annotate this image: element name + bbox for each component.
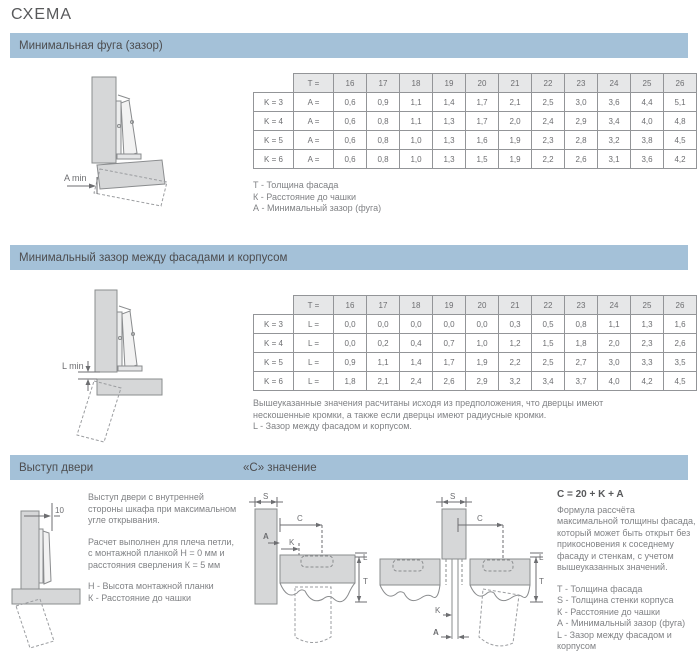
right-door-cross-section	[470, 559, 530, 585]
value-cell: 1,3	[433, 150, 466, 169]
value-cell: 2,7	[565, 353, 598, 372]
value-cell: 1,9	[499, 150, 532, 169]
value-cell: 0,6	[334, 131, 367, 150]
col-header: 16	[334, 296, 367, 315]
text-line: А - Минимальный зазор (фуга)	[253, 203, 382, 213]
value-cell: 0,2	[367, 334, 400, 353]
value-cell: 2,6	[433, 372, 466, 391]
row-label: L =	[294, 372, 334, 391]
value-cell: 1,0	[400, 150, 433, 169]
value-cell: 1,1	[598, 315, 631, 334]
value-cell: 3,2	[499, 372, 532, 391]
cabinet-side-panel	[95, 290, 117, 372]
value-cell: 0,8	[367, 112, 400, 131]
value-cell: 3,2	[598, 131, 631, 150]
value-cell: 0,8	[565, 315, 598, 334]
col-header: 19	[433, 74, 466, 93]
col-header: 23	[565, 296, 598, 315]
legend-c-value	[557, 584, 697, 653]
value-cell: 1,9	[499, 131, 532, 150]
side-wall-panel	[255, 509, 277, 604]
value-cell: 2,9	[466, 372, 499, 391]
data-row	[254, 315, 697, 334]
value-cell: 0,5	[532, 315, 565, 334]
dim-label-t: T	[363, 577, 368, 586]
door-panel	[97, 379, 162, 395]
value-cell: 3,7	[565, 372, 598, 391]
table-facade-gap	[253, 295, 697, 391]
value-cell: 2,6	[565, 150, 598, 169]
c-description: Формула рассчёта максимальной толщины фасада, который может быть открыт без прикосновения к соседнему фасаду и стенкам, с учетом вышеуказанных значений.	[557, 504, 696, 572]
text-line: К - Расстояние до чашки	[557, 606, 660, 617]
door-ghost-outline	[295, 587, 331, 643]
cabinet-side-panel	[21, 511, 39, 589]
dim-label-k: K	[289, 538, 295, 547]
value-cell: 0,7	[433, 334, 466, 353]
value-cell: 1,2	[499, 334, 532, 353]
hinge-mount-plate	[117, 312, 122, 368]
value-cell: 3,4	[532, 372, 565, 391]
col-header: 22	[532, 74, 565, 93]
value-cell: 0,6	[334, 112, 367, 131]
value-cell: 4,8	[664, 112, 697, 131]
paragraph: Расчет выполнен для плеча петли, с монтажной планкой Н = 0 мм и расстояния сверления К = 5 мм	[88, 536, 234, 570]
value-cell: 1,9	[466, 353, 499, 372]
value-cell: 1,1	[400, 93, 433, 112]
value-cell: 2,2	[499, 353, 532, 372]
left-door-cross-section	[380, 559, 440, 585]
value-cell: 2,3	[631, 334, 664, 353]
value-cell: 1,3	[433, 112, 466, 131]
data-row	[254, 112, 697, 131]
corner-spacer	[254, 296, 294, 315]
section-header-facade-gap	[10, 245, 688, 270]
value-cell: 3,1	[598, 150, 631, 169]
cabinet-side-panel	[92, 77, 116, 163]
legend-min-gap	[253, 180, 381, 215]
row-header: K = 5	[254, 353, 294, 372]
value-cell: 1,1	[400, 112, 433, 131]
col-header: 21	[499, 74, 532, 93]
text-line: Т - Толщина фасада	[253, 180, 339, 190]
row-label: A =	[294, 131, 334, 150]
dim-label-s: S	[263, 492, 269, 501]
c-value-text	[557, 489, 697, 653]
section-header-bottom	[10, 455, 688, 480]
door-ghost-outline	[479, 589, 519, 646]
value-cell: 4,0	[598, 372, 631, 391]
dim-label-l-min: L min	[62, 361, 84, 371]
dim-label-c: C	[477, 514, 483, 523]
text-line: К - Расстояние до чашки	[253, 191, 356, 202]
col-header: 21	[499, 296, 532, 315]
value-cell: 0,3	[499, 315, 532, 334]
value-cell: 1,1	[367, 353, 400, 372]
molding-profile	[470, 585, 530, 601]
value-cell: 0,8	[367, 150, 400, 169]
value-cell: 3,8	[631, 131, 664, 150]
col-header: 17	[367, 296, 400, 315]
value-cell: 2,4	[532, 112, 565, 131]
c-diagram-middle-mount	[380, 509, 530, 646]
header-row	[254, 74, 697, 93]
value-cell: 1,6	[466, 131, 499, 150]
value-cell: 4,2	[631, 372, 664, 391]
value-cell: 0,0	[367, 315, 400, 334]
value-cell: 3,3	[631, 353, 664, 372]
hinge-mount-plate	[116, 101, 121, 157]
dim-label-l: L	[363, 553, 368, 562]
diagram-min-gap-hinge	[20, 64, 220, 230]
value-cell: 1,7	[433, 353, 466, 372]
data-row	[254, 93, 697, 112]
section-title: Минимальный зазор между фасадами и корпусом	[19, 251, 288, 264]
value-cell: 2,2	[532, 150, 565, 169]
value-cell: 0,9	[334, 353, 367, 372]
dim-label-c: C	[297, 514, 303, 523]
middle-wall-panel	[442, 509, 466, 559]
hinge-arm	[122, 311, 137, 369]
value-cell: 1,5	[466, 150, 499, 169]
door-protrusion-text	[88, 492, 238, 604]
text-line: Н - Высота монтажной планки	[88, 581, 214, 591]
col-header: 22	[532, 296, 565, 315]
value-cell: 2,8	[565, 131, 598, 150]
door-cross-section	[280, 555, 355, 583]
value-cell: 1,0	[400, 131, 433, 150]
value-cell: 0,9	[367, 93, 400, 112]
value-cell: 1,8	[565, 334, 598, 353]
data-row	[254, 131, 697, 150]
section-title-door-protrusion: Выступ двери	[19, 461, 94, 474]
value-cell: 4,5	[664, 131, 697, 150]
col-header: 18	[400, 74, 433, 93]
section-title-c-value: «С» значение	[243, 461, 317, 474]
value-cell: 0,6	[334, 93, 367, 112]
value-cell: 1,3	[433, 131, 466, 150]
row-header: K = 4	[254, 334, 294, 353]
row-header: K = 6	[254, 372, 294, 391]
value-cell: 1,7	[466, 93, 499, 112]
text-line: К - Расстояние до чашки	[88, 592, 191, 603]
door-ghost-outline	[16, 599, 54, 648]
value-cell: 5,1	[664, 93, 697, 112]
corner-label: T =	[294, 74, 334, 93]
section-title: Минимальная фуга (зазор)	[19, 39, 163, 52]
value-cell: 1,8	[334, 372, 367, 391]
value-cell: 1,6	[664, 315, 697, 334]
data-row	[254, 150, 697, 169]
value-cell: 0,0	[466, 315, 499, 334]
value-cell: 4,5	[664, 372, 697, 391]
col-header: 19	[433, 296, 466, 315]
row-label: L =	[294, 315, 334, 334]
value-cell: 3,5	[664, 353, 697, 372]
dim-label-l: L	[539, 553, 544, 562]
col-header: 20	[466, 296, 499, 315]
value-cell: 0,6	[334, 150, 367, 169]
text-line: L - Зазор между фасадом и корпусом.	[253, 421, 412, 431]
legend-door-protrusion	[88, 581, 238, 604]
dim-label-t: T	[539, 577, 544, 586]
value-cell: 1,4	[433, 93, 466, 112]
value-cell: 0,0	[334, 334, 367, 353]
note-facade-gap	[253, 398, 693, 433]
c-formula: C = 20 + K + A	[557, 489, 624, 500]
col-header: 24	[598, 296, 631, 315]
hinge-arm	[121, 100, 137, 157]
row-label: L =	[294, 334, 334, 353]
row-header: K = 6	[254, 150, 294, 169]
value-cell: 0,0	[334, 315, 367, 334]
data-row	[254, 353, 697, 372]
diagram-facade-gap-hinge	[20, 278, 220, 445]
dim-label-a: A	[433, 628, 439, 637]
dim-label-a: A	[263, 532, 269, 541]
value-cell: 2,0	[598, 334, 631, 353]
text-line: Вышеуказанные значения расчитаны исходя из предположения, что дверцы имеют	[253, 398, 604, 408]
dim-label-10: 10	[55, 506, 64, 515]
diagram-door-protrusion	[10, 487, 82, 655]
col-header: 16	[334, 74, 367, 93]
col-header: 20	[466, 74, 499, 93]
paragraph: Выступ двери с внутренней стороны шкафа при максимальном угле открывания.	[88, 492, 237, 525]
door-panel	[97, 160, 165, 189]
value-cell: 2,5	[532, 93, 565, 112]
text-line: А - Минимальный зазор (фуга)	[557, 618, 686, 628]
page-title: СХЕМА	[11, 6, 72, 23]
dim-label-s: S	[450, 492, 456, 501]
row-header: K = 5	[254, 131, 294, 150]
hinge-arm	[43, 531, 51, 584]
col-header: 18	[400, 296, 433, 315]
row-label: A =	[294, 93, 334, 112]
value-cell: 3,6	[631, 150, 664, 169]
value-cell: 0,0	[400, 315, 433, 334]
value-cell: 0,8	[367, 131, 400, 150]
row-header: K = 3	[254, 315, 294, 334]
header-row	[254, 296, 697, 315]
hinge-mount-plate	[39, 529, 43, 583]
value-cell: 0,0	[433, 315, 466, 334]
row-label: L =	[294, 353, 334, 372]
value-cell: 2,5	[532, 353, 565, 372]
hinge-cup	[117, 154, 141, 159]
value-cell: 3,6	[598, 93, 631, 112]
bottom-door-panel	[12, 589, 80, 604]
text-line: Т - Толщина фасада	[557, 583, 643, 594]
row-label: A =	[294, 150, 334, 169]
value-cell: 2,1	[499, 93, 532, 112]
dim-label-k: K	[435, 606, 441, 615]
text-line: S - Толщина стенки корпуса	[557, 595, 674, 605]
value-cell: 3,0	[565, 93, 598, 112]
value-cell: 1,7	[466, 112, 499, 131]
value-cell: 2,3	[532, 131, 565, 150]
col-header: 24	[598, 74, 631, 93]
col-header: 26	[664, 296, 697, 315]
text-line: L - Зазор между фасадом и корпусом	[557, 629, 672, 651]
value-cell: 2,6	[664, 334, 697, 353]
value-cell: 2,9	[565, 112, 598, 131]
section-header-min-gap	[10, 33, 688, 58]
value-cell: 4,4	[631, 93, 664, 112]
value-cell: 1,4	[400, 353, 433, 372]
row-label: A =	[294, 112, 334, 131]
row-header: K = 3	[254, 93, 294, 112]
value-cell: 2,0	[499, 112, 532, 131]
value-cell: 4,0	[631, 112, 664, 131]
col-header: 26	[664, 74, 697, 93]
table-min-gap	[253, 73, 697, 169]
col-header: 25	[631, 296, 664, 315]
col-header: 17	[367, 74, 400, 93]
text-line: нескошенные кромки, а также если дверцы имеют радиусные кромки.	[253, 409, 547, 420]
col-header: 23	[565, 74, 598, 93]
row-header: K = 4	[254, 112, 294, 131]
corner-label: T =	[294, 296, 334, 315]
corner-spacer	[254, 74, 294, 93]
dim-label-a-min: A min	[64, 173, 87, 183]
molding-profile	[380, 585, 440, 601]
data-row	[254, 334, 697, 353]
hinge-cup	[118, 366, 142, 371]
value-cell: 2,4	[400, 372, 433, 391]
value-cell: 2,1	[367, 372, 400, 391]
data-row	[254, 372, 697, 391]
value-cell: 1,0	[466, 334, 499, 353]
col-header: 25	[631, 74, 664, 93]
value-cell: 1,5	[532, 334, 565, 353]
value-cell: 3,4	[598, 112, 631, 131]
value-cell: 4,2	[664, 150, 697, 169]
value-cell: 1,3	[631, 315, 664, 334]
value-cell: 0,4	[400, 334, 433, 353]
diagram-c-value	[237, 487, 555, 659]
value-cell: 3,0	[598, 353, 631, 372]
c-diagram-side-mount	[255, 509, 355, 643]
molding-profile	[280, 583, 355, 602]
